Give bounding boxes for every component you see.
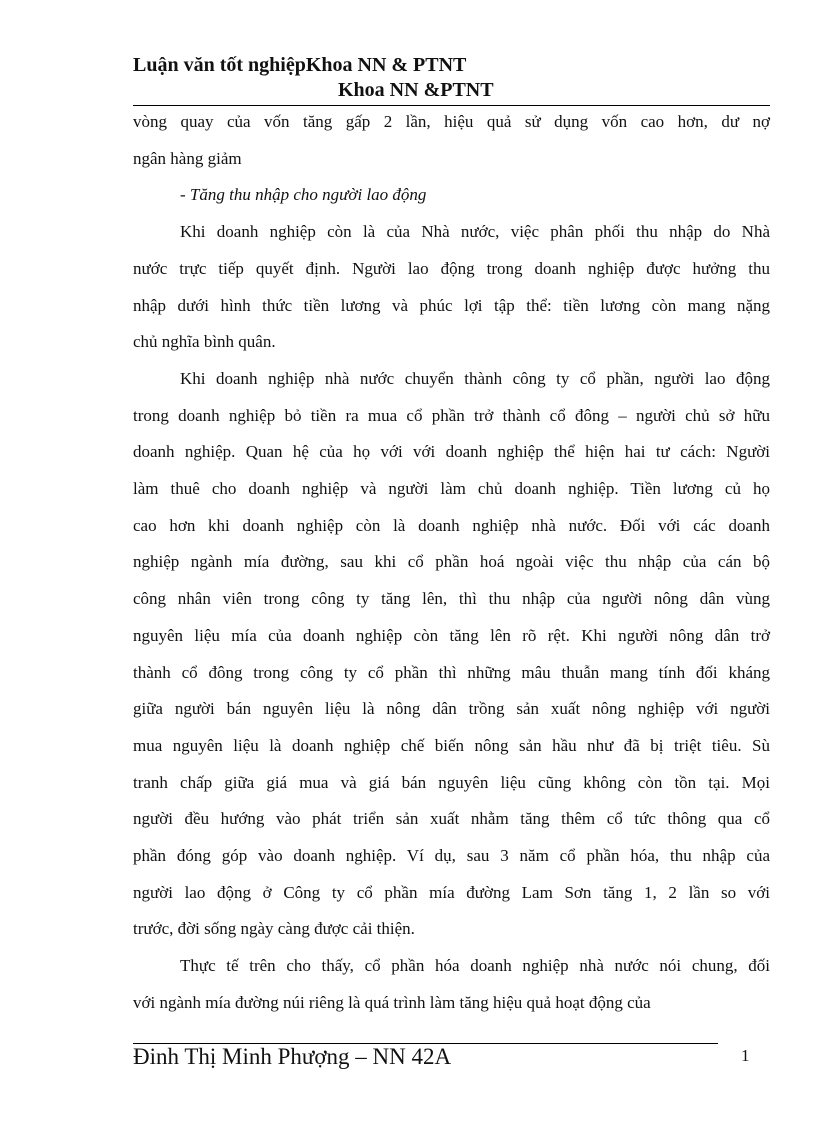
header-faculty-line: Khoa NN &PTNT	[338, 79, 494, 101]
body-line: thành cổ đông trong công ty cổ phần thì những mâu thuẫn mang tính đối kháng	[133, 662, 770, 682]
body-line: nước trực tiếp quyết định. Người lao động trong doanh nghiệp được hưởng thu	[133, 258, 770, 278]
body-line: nghiệp ngành mía đường, sau khi cổ phần hoá ngoài việc thu nhập của cán bộ	[133, 552, 770, 572]
body-line: cao hơn khi doanh nghiệp còn là doanh nghiệp nhà nước. Đối với các doanh	[133, 515, 770, 535]
body-line: nhập dưới hình thức tiền lương và phúc lợi tập thể: tiền lương còn mang nặng	[133, 295, 770, 315]
body-line: vòng quay của vốn tăng gấp 2 lần, hiệu quả sử dụng vốn cao hơn, dư nợ	[133, 112, 770, 131]
body-line: người lao động ở Công ty cổ phần mía đường Lam Sơn tăng 1, 2 lần so với	[133, 882, 770, 902]
body-line: chủ nghĩa bình quân.	[133, 332, 276, 352]
body-line: tranh chấp giữa giá mua và giá bán nguyên liệu cũng không còn tồn tại. Mọi	[133, 772, 770, 792]
body-line: trước, đời sống ngày càng được cải thiện.	[133, 919, 415, 939]
body-line: nguyên liệu mía của doanh nghiệp còn tăng lên rõ rệt. Khi người nông dân trở	[133, 625, 770, 645]
body-line: phần đóng góp vào doanh nghiệp. Ví dụ, sau 3 năm cổ phần hóa, thu nhập của	[133, 846, 770, 866]
body-text	[133, 104, 770, 1022]
body-line: trong doanh nghiệp bỏ tiền ra mua cổ phần trở thành cổ đông – người chủ sở hữu	[133, 405, 770, 425]
footer-author: Đinh Thị Minh Phượng – NN 42A	[133, 1044, 452, 1069]
body-line: mua nguyên liệu là doanh nghiệp chế biến nông sản hầu như đã bị triệt tiêu. Sù	[133, 735, 770, 755]
body-line: công nhân viên trong công ty tăng lên, thì thu nhập của người nông dân vùng	[133, 589, 770, 609]
body-line: Khi doanh nghiệp nhà nước chuyển thành công ty cổ phần, người lao động	[180, 368, 770, 388]
body-line: Khi doanh nghiệp còn là của Nhà nước, việc phân phối thu nhập do Nhà	[180, 222, 770, 242]
body-line: làm thuê cho doanh nghiệp và người làm chủ doanh nghiệp. Tiền lương củ họ	[133, 479, 770, 499]
body-line: người đều hướng vào phát triển sản xuất nhằm tăng thêm cổ tức thông qua cổ	[133, 809, 770, 829]
body-line: doanh nghiệp. Quan hệ của họ với với doanh nghiệp thể hiện hai tư cách: Người	[133, 442, 770, 462]
section-heading: - Tăng thu nhập cho người lao động	[180, 185, 427, 205]
body-line: với ngành mía đường núi riêng là quá trình làm tăng hiệu quả hoạt động của	[133, 992, 651, 1012]
body-line: Thực tế trên cho thấy, cổ phần hóa doanh nghiệp nhà nước nói chung, đối	[180, 956, 770, 976]
body-line: ngân hàng giảm	[133, 148, 242, 168]
header-title-line: Luận văn tốt nghiệpKhoa NN & PTNT	[133, 54, 467, 76]
body-line: giữa người bán nguyên liệu là nông dân trồng sản xuất nông nghiệp với người	[133, 699, 770, 719]
page-number: 1	[741, 1046, 750, 1065]
